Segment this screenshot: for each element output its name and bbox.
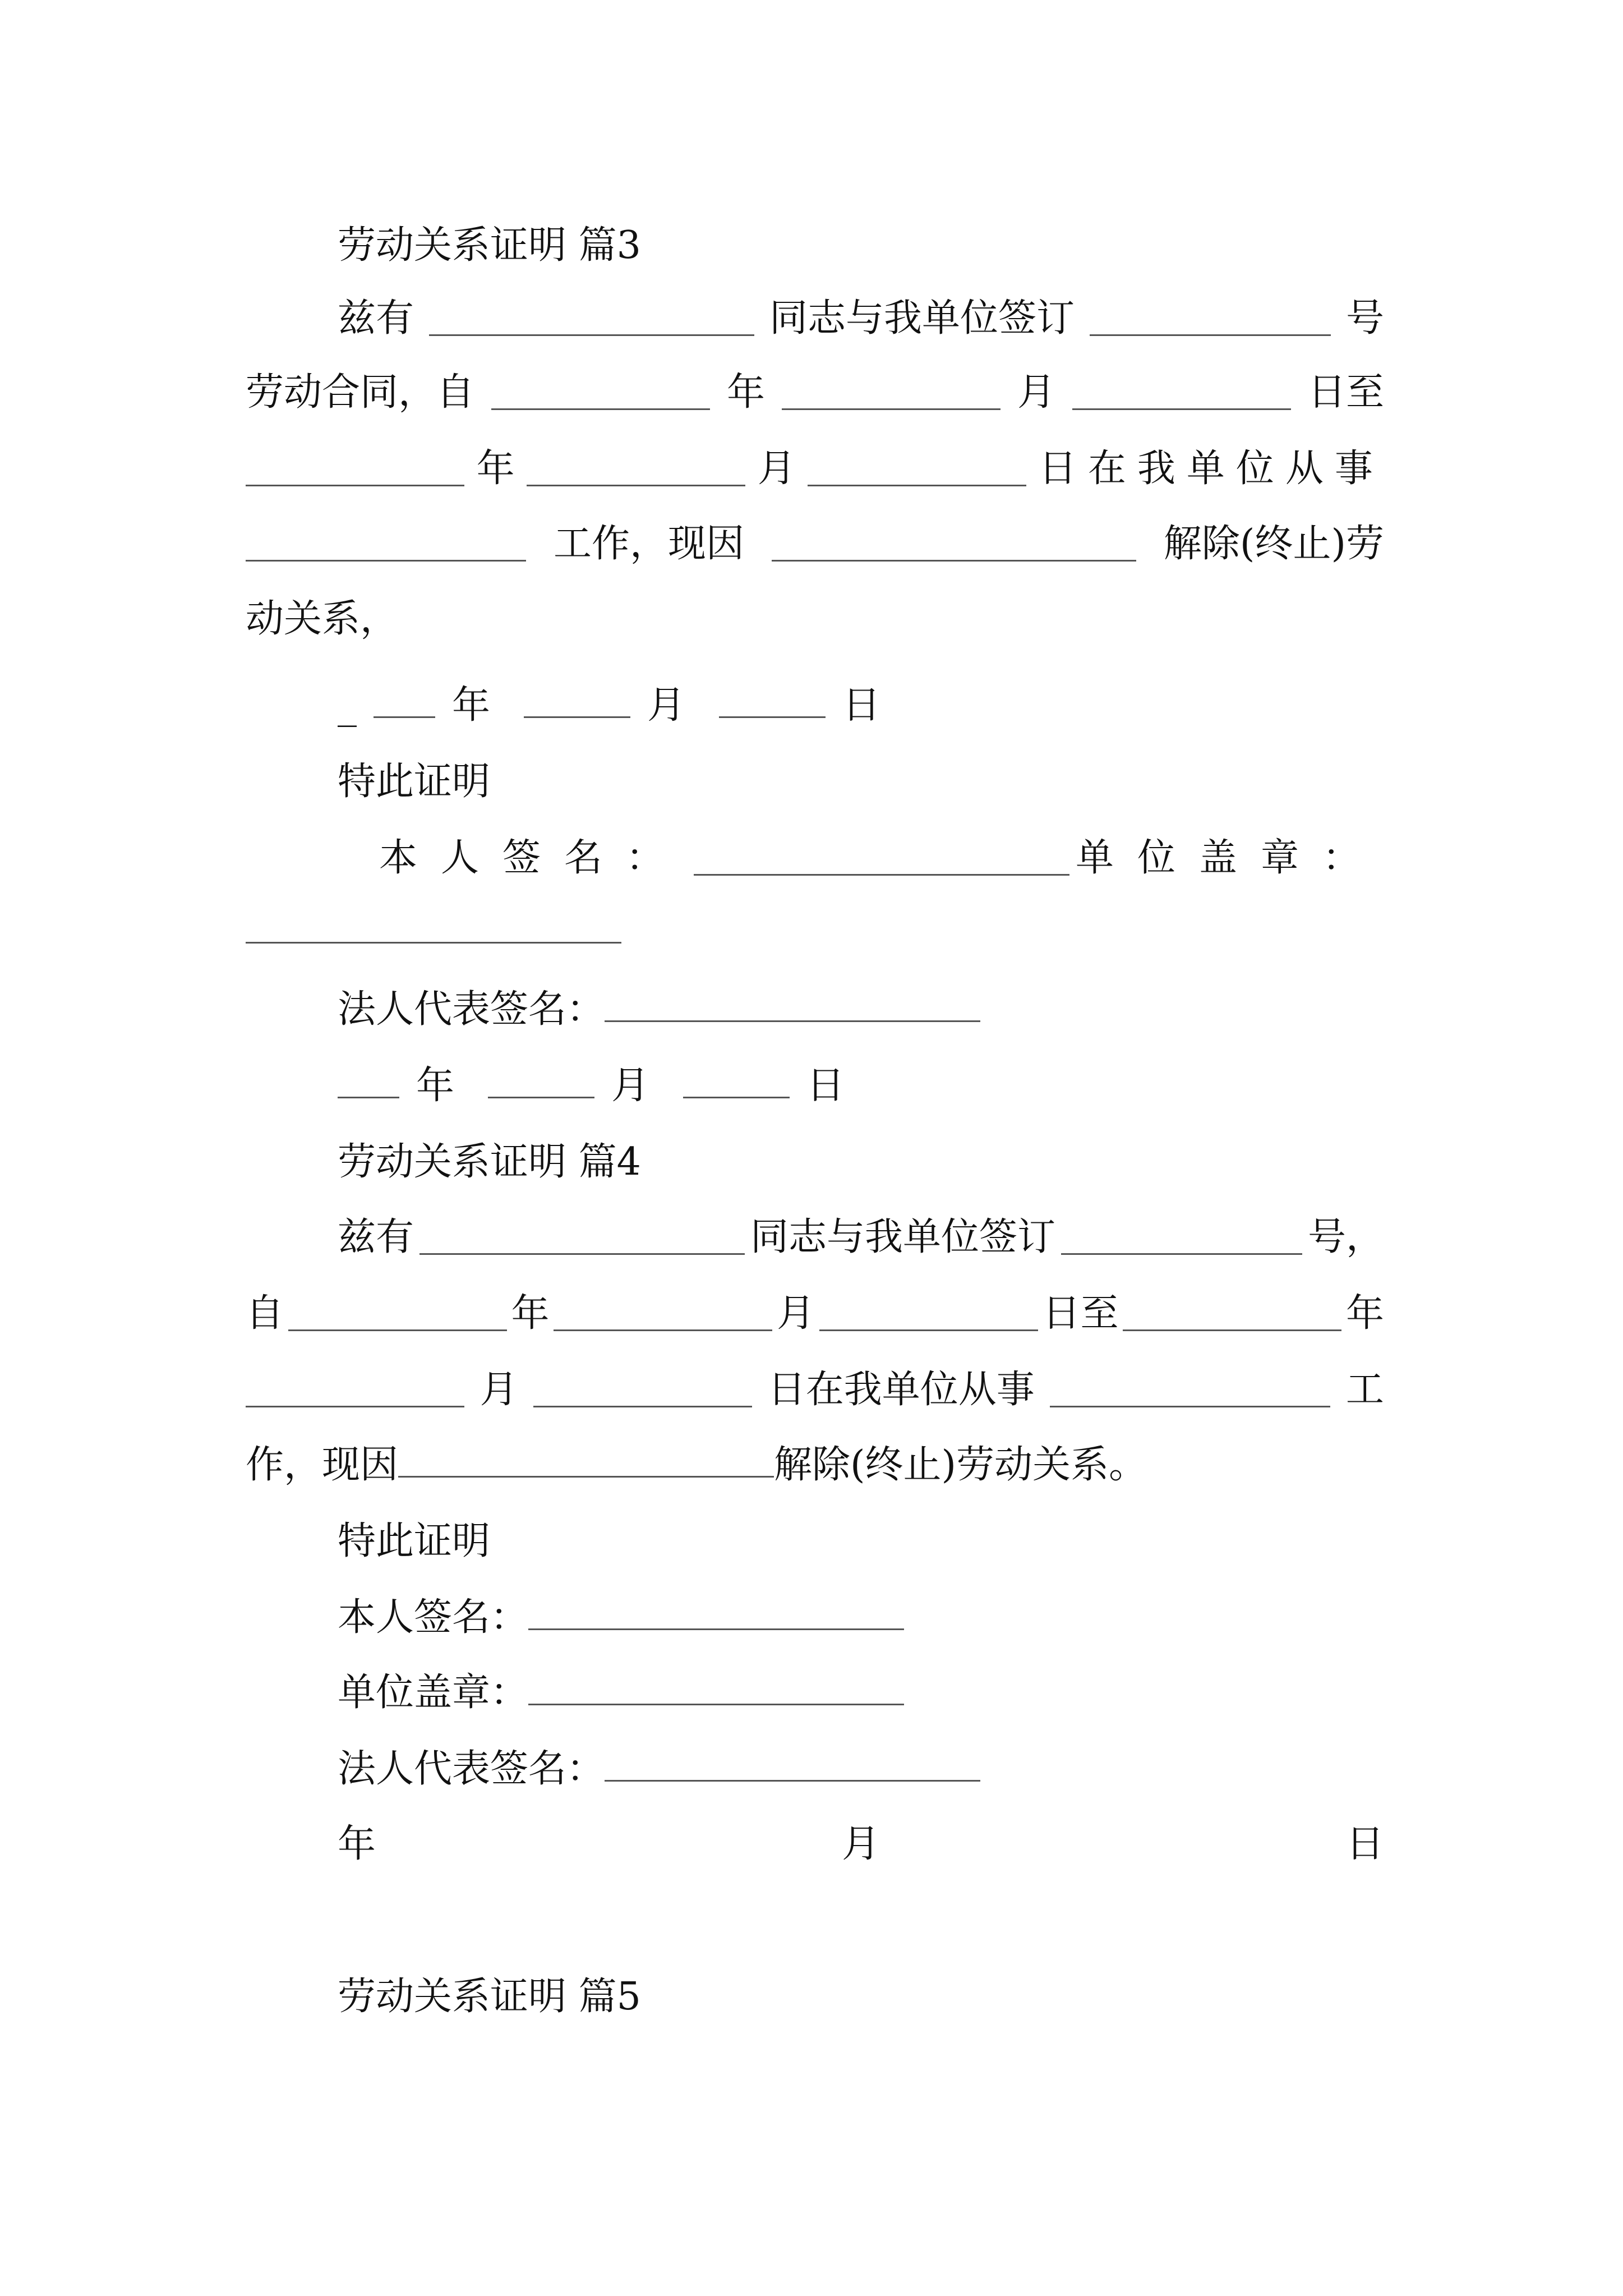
s4-certify-line (338, 1508, 1384, 1575)
text-labor-relation: 动关系， (246, 597, 399, 641)
text-month: 月 (776, 1291, 815, 1336)
section3-title-text: 劳动关系证明 篇3 (338, 223, 641, 268)
text-year: 年 (511, 1291, 550, 1336)
text-legal-rep: 法人代表签名： (338, 987, 605, 1032)
text-day-to: 日至 (1042, 1291, 1119, 1336)
s3-paragraph-line3 (246, 435, 1384, 503)
text-year: 年 (338, 1822, 376, 1866)
s4-person-signature-line (338, 1584, 1384, 1651)
blank-start-year[interactable] (491, 376, 710, 410)
s3-legal-line (338, 976, 1384, 1043)
text-zi-you: 兹有 (338, 1215, 414, 1259)
blank-day[interactable] (719, 684, 826, 718)
blank-name-field[interactable] (419, 1221, 745, 1255)
text-zi-you: 兹有 (338, 296, 414, 341)
s3-unit-seal-blank-line (246, 898, 1384, 965)
s3-paragraph-line2 (246, 359, 1384, 426)
blank-name-field[interactable] (429, 302, 754, 336)
s3-signature-line (379, 825, 1384, 892)
text-day-to: 日至 (1307, 370, 1384, 415)
text-month: 月 (647, 683, 686, 728)
s4-legal-line (338, 1736, 1384, 1803)
blank-legal-rep[interactable] (605, 1747, 980, 1782)
blank-end-year[interactable] (1123, 1297, 1341, 1331)
text-month: 月 (479, 1368, 518, 1412)
text-year: 年 (1345, 1291, 1384, 1336)
text-month: 月 (1017, 370, 1055, 415)
text-terminate: 解除(终止)劳动关系。 (774, 1443, 1147, 1487)
blank-unit-seal[interactable] (246, 909, 621, 944)
text-unit-seal: 单位盖章： (1075, 836, 1384, 880)
text-unit-seal: 单位盖章： (338, 1671, 529, 1715)
text-work-because: 作，现因 (246, 1443, 399, 1487)
blank-start-day[interactable] (819, 1297, 1038, 1331)
blank-reason[interactable] (398, 1443, 774, 1478)
blank-day[interactable] (683, 1064, 790, 1098)
blank-contract-number[interactable] (1090, 302, 1331, 336)
s3-certify-line (338, 748, 1384, 816)
text-gong: 工 (1345, 1368, 1384, 1412)
blank-contract-number[interactable] (1061, 1221, 1302, 1255)
blank-year[interactable] (374, 684, 435, 718)
text-hao: 号 (1345, 296, 1384, 341)
section5-title-text: 劳动关系证明 篇5 (338, 1975, 641, 2019)
blank-start-month[interactable] (782, 376, 1000, 410)
text-contract-sign: 同志与我单位签订 (750, 1215, 1055, 1259)
blank-end-day[interactable] (533, 1373, 752, 1407)
s3-paragraph-line1 (338, 285, 1384, 352)
blank-end-month[interactable] (527, 452, 745, 486)
section5-title (338, 1963, 1384, 2031)
text-from: 自 (246, 1291, 284, 1336)
text-certify: 特此证明 (338, 1519, 491, 1563)
s4-date-line (338, 1811, 1384, 1878)
s3-date-line1 (338, 672, 1384, 739)
blank-end-day[interactable] (808, 452, 1026, 486)
blank-month[interactable] (524, 684, 630, 718)
text-year: 年 (416, 1064, 455, 1108)
text-day-work-at: 日在我单位从事 (1038, 447, 1384, 491)
text-terminate: 解除(终止)劳 (1163, 522, 1384, 566)
text-year: 年 (452, 683, 491, 728)
blank-person-signature[interactable] (528, 1596, 904, 1630)
blank-start-day[interactable] (1072, 376, 1291, 410)
s4-paragraph-line4 (246, 1432, 1384, 1499)
blank-job[interactable] (1050, 1373, 1330, 1407)
text-month: 月 (757, 447, 796, 491)
s3-paragraph-line5 (246, 586, 1384, 653)
s4-paragraph-line2 (246, 1280, 1384, 1347)
s3-date-line2 (338, 1052, 1384, 1120)
blank-end-year[interactable] (246, 452, 464, 486)
text-person-signature: 本人签名： (379, 836, 688, 880)
s4-paragraph-line1 (338, 1204, 1384, 1271)
text-day: 日 (806, 1064, 845, 1108)
section4-title (338, 1129, 1384, 1196)
text-day: 日 (842, 683, 881, 728)
text-month: 月 (611, 1064, 650, 1108)
text-year: 年 (726, 370, 765, 415)
text-person-signature: 本人签名： (338, 1595, 529, 1640)
text-month: 月 (841, 1822, 880, 1866)
blank-year[interactable] (338, 1064, 399, 1098)
blank-end-month[interactable] (246, 1373, 464, 1407)
blank-reason[interactable] (772, 527, 1136, 562)
blank-legal-rep[interactable] (605, 988, 980, 1022)
text-underscore: _ (338, 683, 357, 728)
text-hao: 号， (1307, 1215, 1384, 1259)
text-day-work-at: 日在我单位从事 (767, 1368, 1035, 1412)
section4-title-text: 劳动关系证明 篇4 (338, 1140, 641, 1184)
s4-unit-seal-line (338, 1659, 1384, 1727)
text-certify: 特此证明 (338, 760, 491, 804)
blank-start-month[interactable] (554, 1297, 772, 1331)
text-contract-sign: 同志与我单位签订 (769, 296, 1075, 341)
blank-month[interactable] (488, 1064, 594, 1098)
section3-title (338, 212, 1384, 279)
s3-paragraph-line4 (246, 510, 1384, 578)
blank-unit-seal[interactable] (528, 1671, 904, 1705)
text-work-because: 工作，现因 (553, 522, 744, 566)
text-year: 年 (476, 447, 515, 491)
text-day: 日 (1345, 1822, 1384, 1866)
text-contract-from: 劳动合同，自 (246, 370, 475, 415)
blank-start-year[interactable] (288, 1297, 507, 1331)
text-legal-rep: 法人代表签名： (338, 1747, 605, 1791)
s4-paragraph-line3 (246, 1356, 1384, 1424)
blank-job[interactable] (246, 527, 526, 562)
blank-person-signature[interactable] (694, 841, 1069, 876)
